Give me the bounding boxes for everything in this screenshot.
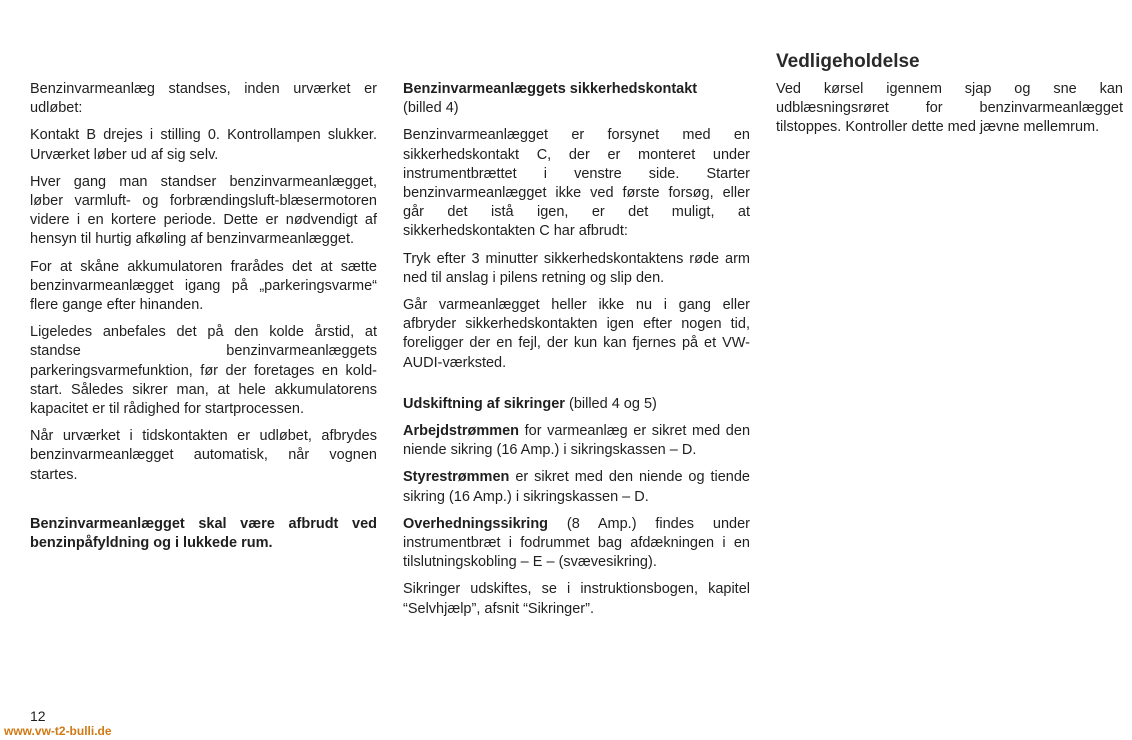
paragraph-auto-stop: Når urværket i tidskontakten er udløbet, afbrydes benzinvarmeanlægget automatisk, når vognen startes. <box>30 428 377 483</box>
paragraph-contact-b: Kontakt B drejes i stilling 0. Kontrollampen slukker. Urværket løber ud af sig selv. <box>30 127 377 163</box>
paragraph-maintenance: Ved kørsel igennem sjap og sne kan udblæsningsrøret for benzinvarmeanlægget tilstoppes. Kontroller dette med jævne mellemrum. <box>776 81 1123 136</box>
column-middle <box>403 80 750 627</box>
paragraph-safety-switch: Benzinvarmeanlægget er forsynet med en sikkerhedskontakt C, der er monteret under instrumentbrættet i venstre side. Starter benzinvarmeanlægget ikke ved første forsøg, eller går det istå igen, er det muligt, at sikkerhedskontakten C har afbrudt: <box>403 127 750 240</box>
paragraph-work-current <box>403 422 750 460</box>
work-current-text: for varmeanlæg er sikret med den niende sikring (16 Amp.) i sikringskassen – D. <box>403 423 751 459</box>
warning-refuel: Benzinvarmeanlægget skal være afbrudt ved benzinpåfyldning og i lukkede rum. <box>30 515 377 552</box>
safety-switch-heading-block <box>403 80 750 118</box>
fuses-figure-ref: (billed 4 og 5) <box>568 395 657 412</box>
paragraph-cold-season: Ligeledes anbefales det på den kolde årstid, at standse benzinvarmeanlæggets parkeringsvarmefunktion, før der foretages en kold-start. Således sikrer man, at hele akkumulatorens kapacitet er til rådighed for startprocessen. <box>30 324 377 418</box>
fuses-heading: Udskiftning af sikringer <box>403 395 565 412</box>
control-current-term: Styrestrømmen <box>403 469 510 486</box>
maintenance-title: Vedligeholdelse <box>776 51 920 72</box>
paragraph-control-current <box>403 468 750 506</box>
safety-switch-figure-ref: (billed 4) <box>403 100 459 117</box>
paragraph-fan-overrun: Hver gang man standser benzinvarmeanlægget, løber varmluft- og forbrændingsluft-blæsermotoren videre i en kortere periode. Dette er nødvendigt af hensyn til hurtig afkøling af benzinvarmeanlægget. <box>30 173 377 248</box>
control-current-text: er sikret med den niende og tiende sikring (16 Amp.) i sikringskassen – D. <box>403 469 750 505</box>
page-number: 12 <box>30 708 46 724</box>
paragraph-overheat-fuse <box>403 515 750 573</box>
paragraph-workshop: Går varmeanlægget heller ikke nu i gang eller afbryder sikkerhedskontakten igen efter nogen tid, foreligger der en fejl, der kun kan fjernes på et VW-AUDI-værksted. <box>403 297 750 371</box>
column-left <box>30 80 377 561</box>
overheat-fuse-term: Overhedningssikring <box>403 515 549 532</box>
watermark: www.vw-t2-bulli.de <box>4 724 112 738</box>
overheat-fuse-text: (8 Amp.) findes under instrumentbræt i fodrummet bag afdækningen i en tilslutningskobling – E – (svævesikring). <box>403 515 750 571</box>
paragraph-stop-before-timer: Benzinvarmeanlæg standses, inden urværket er udløbet: <box>30 81 377 117</box>
safety-switch-heading: Benzinvarmeanlæggets sikkerhedskontakt <box>403 81 698 97</box>
paragraph-replace-fuses: Sikringer udskiftes, se i instruktionsbogen, kapitel “Selvhjælp”, afsnit “Sikringer”. <box>403 581 750 617</box>
paragraph-battery-advice: For at skåne akkumulatoren frarådes det at sætte benzinvarmeanlægget igang på „parkeringsvarme“ flere gange efter hinanden. <box>30 258 377 314</box>
fuses-heading-block <box>403 395 750 414</box>
column-right <box>776 80 1123 146</box>
work-current-term: Arbejdstrømmen <box>403 423 520 440</box>
paragraph-reset-switch: Tryk efter 3 minutter sikkerhedskontaktens røde arm ned til anslag i pilens retning og slip den. <box>403 250 750 286</box>
